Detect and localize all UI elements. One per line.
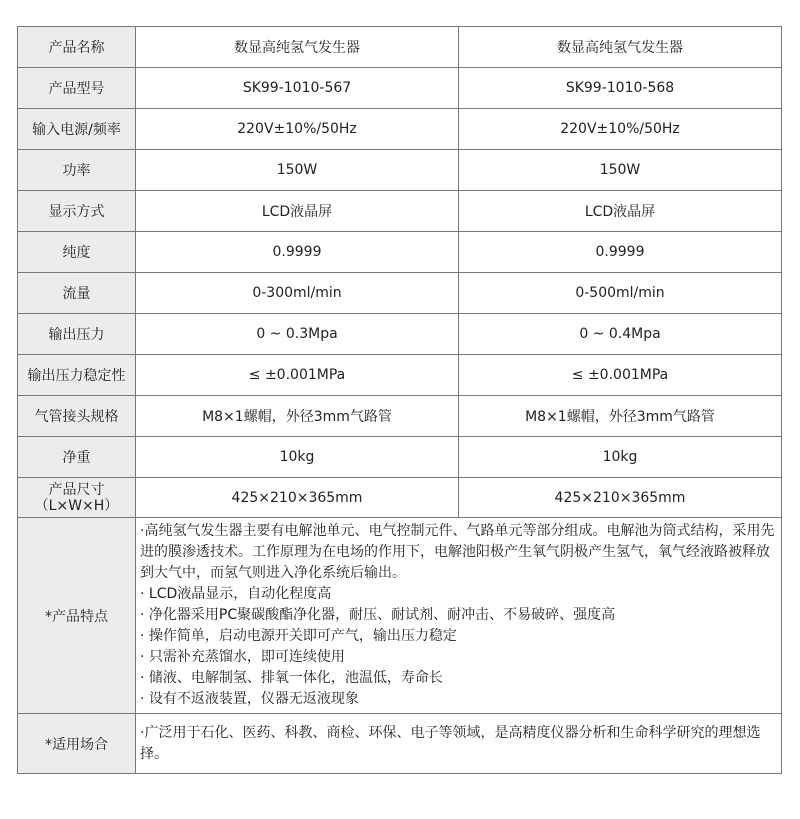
table-row (18, 396, 782, 437)
cell-model-2: 10kg (459, 437, 782, 478)
cell-model-1: 0 ~ 0.3Mpa (136, 314, 459, 355)
cell-model-2: SK99-1010-568 (459, 68, 782, 109)
row-label: 显示方式 (18, 191, 136, 232)
usage-label: *适用场合 (18, 714, 136, 774)
row-label: 输入电源/频率 (18, 109, 136, 150)
cell-model-2: LCD液晶屏 (459, 191, 782, 232)
table-row (18, 27, 782, 68)
table-row (18, 191, 782, 232)
feature-line: · 操作简单，启动电源开关即可产气，输出压力稳定 (140, 628, 457, 644)
row-label: 产品名称 (18, 27, 136, 68)
feature-line: · LCD液晶显示，自动化程度高 (140, 586, 332, 602)
table-row (18, 232, 782, 273)
row-label: 输出压力稳定性 (18, 355, 136, 396)
table-row (18, 314, 782, 355)
table-row (18, 68, 782, 109)
cell-model-2: ≤ ±0.001MPa (459, 355, 782, 396)
row-label: 输出压力 (18, 314, 136, 355)
feature-line: · 储液、电解制氢、排氧一体化，池温低，寿命长 (140, 670, 443, 686)
cell-model-2: 0.9999 (459, 232, 782, 273)
row-label: 纯度 (18, 232, 136, 273)
features-row (18, 518, 782, 714)
row-label: 产品型号 (18, 68, 136, 109)
table-row (18, 273, 782, 314)
cell-model-2: M8×1螺帽，外径3mm气路管 (459, 396, 782, 437)
row-label-size (18, 478, 136, 518)
features-content (136, 518, 782, 714)
size-label-line2: （L×W×H） (34, 497, 119, 514)
feature-line: ·高纯氢气发生器主要有电解池单元、电气控制元件、气路单元等部分组成。电解池为筒式结构，采用先进的膜渗透技术。工作原理为在电场的作用下，电解池阳极产生氧气阴极产生氢气，氧气经液路被释放到大气中，而氢气则进入净化系统后输出。 (140, 523, 775, 581)
feature-line: · 设有不返液装置，仪器无返液现象 (140, 691, 359, 707)
table-row (18, 355, 782, 396)
cell-model-2: 0 ~ 0.4Mpa (459, 314, 782, 355)
cell-model-2: 数显高纯氢气发生器 (459, 27, 782, 68)
spec-table (17, 26, 782, 774)
row-label: 净重 (18, 437, 136, 478)
cell-model-1: 150W (136, 150, 459, 191)
cell-model-1: 10kg (136, 437, 459, 478)
cell-model-2: 150W (459, 150, 782, 191)
row-label: 气管接头规格 (18, 396, 136, 437)
table-row (18, 109, 782, 150)
cell-model-2: 425×210×365mm (459, 478, 782, 518)
row-label: 功率 (18, 150, 136, 191)
usage-row (18, 714, 782, 774)
cell-model-1: 0-300ml/min (136, 273, 459, 314)
cell-model-1: M8×1螺帽，外径3mm气路管 (136, 396, 459, 437)
feature-line: · 只需补充蒸馏水，即可连续使用 (140, 649, 345, 665)
feature-line: · 净化器采用PC聚碳酸酯净化器，耐压、耐试剂、耐冲击、不易破碎、强度高 (140, 607, 616, 623)
cell-model-1: 220V±10%/50Hz (136, 109, 459, 150)
cell-model-1: 0.9999 (136, 232, 459, 273)
cell-model-1: 425×210×365mm (136, 478, 459, 518)
table-row (18, 437, 782, 478)
size-label-line1: 产品尺寸 (48, 481, 105, 498)
row-label: 流量 (18, 273, 136, 314)
cell-model-2: 220V±10%/50Hz (459, 109, 782, 150)
cell-model-1: 数显高纯氢气发生器 (136, 27, 459, 68)
cell-model-1: SK99-1010-567 (136, 68, 459, 109)
cell-model-1: ≤ ±0.001MPa (136, 355, 459, 396)
features-label: *产品特点 (18, 518, 136, 714)
cell-model-2: 0-500ml/min (459, 273, 782, 314)
table-row (18, 478, 782, 518)
usage-content (136, 714, 782, 774)
cell-model-1: LCD液晶屏 (136, 191, 459, 232)
table-row (18, 150, 782, 191)
usage-text: ·广泛用于石化、医药、科教、商检、环保、电子等领域，是高精度仪器分析和生命科学研究的理想选择。 (140, 724, 761, 762)
